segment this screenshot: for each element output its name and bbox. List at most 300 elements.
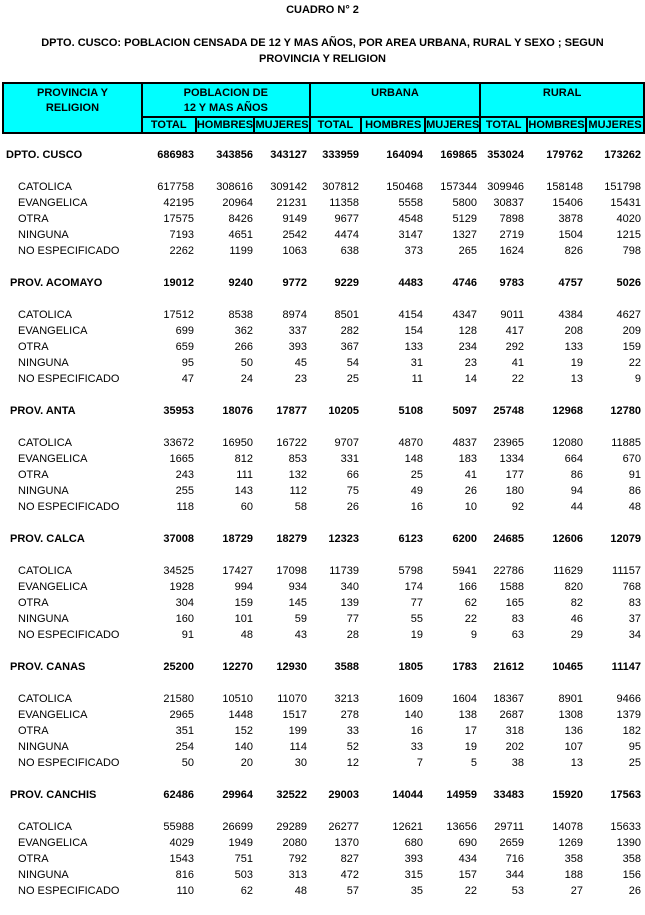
cell-value: 11358 (329, 197, 359, 209)
religion-row (2, 355, 644, 371)
cell-value: 14044 (392, 789, 423, 801)
cell-value: 8901 (558, 693, 583, 705)
row-label (2, 291, 143, 307)
cell-value: 362 (234, 325, 253, 337)
row-label: EVANGELICA (18, 453, 88, 465)
cell-value: 7193 (169, 229, 194, 241)
cell-value: 23 (464, 357, 477, 369)
cell-value: 14 (464, 373, 477, 385)
religion-row (2, 451, 644, 467)
cell-value: 95 (628, 741, 641, 753)
cell-value: 157 (458, 869, 477, 881)
cell-value: 8974 (282, 309, 307, 321)
cell-value (362, 803, 426, 819)
cell-value (256, 547, 310, 563)
cell-value (143, 291, 197, 307)
cell-value: 8426 (228, 213, 253, 225)
cell-value (143, 259, 197, 275)
cell-value: 1269 (558, 837, 583, 849)
cell-value: 4154 (398, 309, 423, 321)
cell-value: 24685 (493, 533, 524, 545)
cell-value: 86 (628, 485, 641, 497)
row-label (2, 163, 143, 179)
row-label: NO ESPECIFICADO (18, 245, 120, 257)
cell-value: 1609 (398, 693, 423, 705)
cell-value: 29711 (494, 821, 524, 833)
cell-value: 9772 (282, 277, 307, 289)
cell-value: 174 (404, 581, 423, 593)
cell-value: 46 (570, 613, 583, 625)
cell-value (362, 163, 426, 179)
cell-value: 243 (175, 469, 194, 481)
row-label: NINGUNA (18, 869, 69, 881)
cell-value: 15920 (552, 789, 583, 801)
cell-value: 12621 (392, 821, 423, 833)
cell-value: 4870 (398, 437, 423, 449)
cell-value: 35953 (163, 405, 194, 417)
cell-value (527, 547, 586, 563)
cell-value: 768 (622, 581, 641, 593)
row-label (2, 771, 143, 787)
cell-value: 26 (464, 485, 477, 497)
cell-value: 1588 (499, 581, 524, 593)
row-label: OTRA (18, 597, 49, 609)
cell-value (143, 675, 197, 691)
row-label: NINGUNA (18, 741, 69, 753)
cell-value (586, 259, 644, 275)
header-text: RELIGION (45, 102, 100, 114)
cell-value: 690 (458, 837, 477, 849)
cell-value: 9 (634, 373, 641, 385)
cell-value: 1543 (169, 853, 194, 865)
cell-value: 670 (622, 453, 641, 465)
cell-value: 353024 (487, 149, 524, 161)
cell-value: 55988 (163, 821, 194, 833)
cell-value: 83 (511, 613, 524, 625)
cell-value: 154 (404, 325, 423, 337)
cell-value: 234 (458, 341, 477, 353)
cell-value: 82 (570, 597, 583, 609)
cell-value (197, 899, 256, 915)
cell-value: 340 (340, 581, 359, 593)
row-label (2, 675, 143, 691)
cell-value: 114 (289, 741, 307, 753)
cell-value: 12080 (552, 437, 583, 449)
cell-value: 32522 (276, 789, 307, 801)
cell-value: 1379 (616, 709, 641, 721)
cell-value: 617758 (157, 181, 194, 193)
cell-value: 19 (570, 357, 583, 369)
cell-value: 798 (622, 245, 641, 257)
cell-value (197, 419, 256, 435)
cell-value: 343127 (270, 149, 307, 161)
cell-value (586, 899, 644, 915)
cell-value: 11070 (277, 693, 307, 705)
religion-row (2, 691, 644, 707)
cell-value: 148 (404, 453, 423, 465)
cell-value: 827 (340, 853, 359, 865)
cell-value (586, 163, 644, 179)
data-table (2, 147, 644, 915)
cell-value (362, 675, 426, 691)
cell-value: 2080 (282, 837, 307, 849)
cell-value: 138 (458, 709, 477, 721)
cell-value: 34525 (163, 565, 194, 577)
cell-value: 1334 (499, 453, 524, 465)
cell-value: 5026 (616, 277, 641, 289)
cell-value: 33672 (163, 437, 194, 449)
cell-value: 12079 (610, 533, 641, 545)
cell-value: 177 (505, 469, 524, 481)
cell-value: 10205 (328, 405, 359, 417)
cell-value: 160 (175, 613, 194, 625)
cell-value: 157344 (440, 181, 477, 193)
cell-value (256, 643, 310, 659)
cell-value: 23965 (493, 437, 524, 449)
row-label: NO ESPECIFICADO (18, 501, 120, 513)
cell-value: 2719 (499, 229, 524, 241)
cell-value: 92 (511, 501, 524, 513)
cell-value (143, 643, 197, 659)
cell-value: 358 (622, 853, 641, 865)
cell-value: 94 (570, 485, 583, 497)
cell-value: 17427 (222, 565, 253, 577)
cell-value: 12780 (610, 405, 641, 417)
row-label: EVANGELICA (18, 709, 88, 721)
cell-value (527, 771, 586, 787)
cell-value: 8501 (334, 309, 359, 321)
cell-value: 112 (289, 485, 307, 497)
cell-value (143, 547, 197, 563)
cell-value: 2262 (169, 245, 194, 257)
cell-value: 57 (346, 885, 359, 897)
cell-value: 44 (570, 501, 583, 513)
cell-value: 145 (288, 597, 307, 609)
cell-value: 22 (511, 373, 524, 385)
cell-value (197, 771, 256, 787)
cell-value: 165 (505, 597, 524, 609)
cell-value: 3878 (558, 213, 583, 225)
cell-value: 25 (346, 373, 359, 385)
cell-value: 5798 (398, 565, 423, 577)
cell-value: 1805 (398, 661, 423, 673)
religion-row (2, 739, 644, 755)
cell-value: 4347 (452, 309, 477, 321)
cell-value: 29003 (328, 789, 359, 801)
cell-value (143, 387, 197, 403)
row-label: CATOLICA (18, 693, 72, 705)
cell-value: 318 (505, 725, 524, 737)
cell-value (362, 291, 426, 307)
cell-value: 48 (628, 501, 641, 513)
group-total-row (2, 403, 644, 419)
cell-value (310, 419, 362, 435)
cell-value (426, 515, 480, 531)
religion-row (2, 243, 644, 259)
cell-value: 136 (564, 725, 583, 737)
cell-value: 11147 (611, 661, 641, 673)
row-label: CATOLICA (18, 181, 72, 193)
religion-row (2, 323, 644, 339)
cell-value: 5 (470, 757, 477, 769)
cell-value (586, 291, 644, 307)
cell-value: 4029 (169, 837, 194, 849)
group-total-row (2, 275, 644, 291)
cell-value: 309142 (270, 181, 307, 193)
cell-value: 209 (622, 325, 641, 337)
cell-value: 17877 (276, 405, 307, 417)
cell-value (362, 259, 426, 275)
group-total-row (2, 531, 644, 547)
cell-value (426, 163, 480, 179)
subheader-total: TOTAL (142, 117, 196, 133)
cell-value (426, 291, 480, 307)
cell-value: 816 (175, 869, 194, 881)
cell-value: 3588 (334, 661, 359, 673)
cell-value: 664 (564, 453, 583, 465)
cell-value (256, 387, 310, 403)
spacer-row (2, 643, 644, 659)
religion-row (2, 595, 644, 611)
cell-value: 8538 (228, 309, 253, 321)
row-label (2, 259, 143, 275)
row-label: EVANGELICA (18, 581, 88, 593)
religion-row (2, 371, 644, 387)
cell-value (310, 259, 362, 275)
header-rural: RURAL (480, 83, 644, 117)
cell-value: 14959 (446, 789, 477, 801)
cell-value: 434 (458, 853, 477, 865)
spacer-row (2, 419, 644, 435)
cell-value: 59 (294, 613, 307, 625)
cell-value (426, 643, 480, 659)
cell-value: 33 (410, 741, 423, 753)
cell-value: 343856 (216, 149, 253, 161)
cell-value: 11157 (612, 565, 641, 577)
cell-value: 1517 (282, 709, 307, 721)
row-label: DPTO. CUSCO (6, 149, 83, 161)
row-label: PROV. ACOMAYO (10, 277, 103, 289)
cell-value: 133 (404, 341, 423, 353)
group-total-row (2, 147, 644, 163)
row-label (2, 387, 143, 403)
religion-row (2, 435, 644, 451)
cell-value: 183 (458, 453, 477, 465)
row-label: EVANGELICA (18, 325, 88, 337)
cell-value: 503 (234, 869, 253, 881)
table-title: DPTO. CUSCO: POBLACION CENSADA DE 12 Y MAS AÑOS, POR AREA URBANA, RURAL Y SEXO ; SEGUN (41, 37, 604, 49)
cell-value: 166 (458, 581, 477, 593)
table-number: CUADRO N° 2 (286, 4, 359, 16)
cell-value (426, 259, 480, 275)
cell-value: 33483 (493, 789, 524, 801)
cell-value: 22 (464, 885, 477, 897)
cell-value: 22786 (493, 565, 524, 577)
cell-value: 820 (564, 581, 583, 593)
group-total-row (2, 787, 644, 803)
cell-value (310, 643, 362, 659)
cell-value: 128 (458, 325, 477, 337)
cell-value: 18076 (222, 405, 253, 417)
row-label (2, 803, 143, 819)
cell-value: 1504 (558, 229, 583, 241)
cell-value: 62 (464, 597, 477, 609)
cell-value: 140 (404, 709, 423, 721)
cell-value: 792 (288, 853, 307, 865)
spacer-row (2, 515, 644, 531)
religion-row (2, 723, 644, 739)
cell-value: 716 (505, 853, 524, 865)
cell-value: 17575 (163, 213, 194, 225)
cell-value (527, 675, 586, 691)
cell-value: 1783 (452, 661, 477, 673)
cell-value: 139 (340, 597, 359, 609)
cell-value: 5800 (452, 197, 477, 209)
religion-row (2, 467, 644, 483)
cell-value (143, 515, 197, 531)
cell-value: 265 (458, 245, 477, 257)
subheader-hombres: HOMBRES (527, 117, 586, 133)
cell-value: 5097 (452, 405, 477, 417)
cell-value: 11629 (553, 565, 583, 577)
cell-value: 1308 (558, 709, 583, 721)
cell-value: 18279 (276, 533, 307, 545)
cell-value: 179762 (546, 149, 583, 161)
cell-value: 140 (234, 741, 253, 753)
spacer-row (2, 899, 644, 915)
cell-value (480, 163, 527, 179)
cell-value: 4651 (228, 229, 253, 241)
cell-value: 16950 (222, 437, 253, 449)
cell-value: 367 (340, 341, 359, 353)
cell-value (310, 387, 362, 403)
cell-value: 20 (240, 757, 253, 769)
row-label: NO ESPECIFICADO (18, 629, 120, 641)
cell-value: 58 (294, 501, 307, 513)
cell-value: 12930 (276, 661, 307, 673)
cell-value: 16 (410, 725, 423, 737)
cell-value: 417 (505, 325, 524, 337)
cell-value: 17 (464, 725, 477, 737)
cell-value: 159 (622, 341, 641, 353)
cell-value: 54 (346, 357, 359, 369)
cell-value: 315 (404, 869, 423, 881)
table-title-line2: PROVINCIA Y RELIGION (259, 53, 386, 65)
cell-value: 53 (511, 885, 524, 897)
row-label: OTRA (18, 853, 49, 865)
cell-value (586, 547, 644, 563)
cell-value: 699 (175, 325, 194, 337)
religion-row (2, 195, 644, 211)
cell-value (310, 515, 362, 531)
cell-value: 15406 (552, 197, 583, 209)
cell-value (310, 675, 362, 691)
religion-row (2, 627, 644, 643)
cell-value: 1199 (229, 245, 253, 257)
cell-value (480, 675, 527, 691)
cell-value: 337 (288, 325, 307, 337)
cell-value: 199 (288, 725, 307, 737)
cell-value: 313 (288, 869, 307, 881)
cell-value (256, 291, 310, 307)
cell-value (197, 803, 256, 819)
cell-value: 21580 (163, 693, 194, 705)
cell-value: 16722 (276, 437, 307, 449)
cell-value (362, 771, 426, 787)
cell-value: 1604 (452, 693, 477, 705)
cell-value: 143 (234, 485, 253, 497)
cell-value: 75 (346, 485, 359, 497)
row-label: NINGUNA (18, 229, 69, 241)
cell-value: 164094 (386, 149, 423, 161)
cell-value: 292 (505, 341, 524, 353)
cell-value: 12 (346, 757, 359, 769)
cell-value: 5108 (398, 405, 423, 417)
cell-value: 30 (294, 757, 307, 769)
cell-value (310, 163, 362, 179)
row-label: EVANGELICA (18, 837, 88, 849)
cell-value (527, 291, 586, 307)
row-label: PROV. CALCA (10, 533, 85, 545)
cell-value (362, 899, 426, 915)
cell-value: 3213 (334, 693, 359, 705)
cell-value: 42195 (163, 197, 194, 209)
cell-value (256, 771, 310, 787)
cell-value: 2687 (499, 709, 524, 721)
row-label: NO ESPECIFICADO (18, 757, 120, 769)
cell-value (527, 643, 586, 659)
cell-value: 182 (622, 725, 641, 737)
cell-value: 159 (234, 597, 253, 609)
cell-value: 202 (505, 741, 524, 753)
cell-value (197, 291, 256, 307)
cell-value: 43 (294, 629, 307, 641)
spacer-row (2, 803, 644, 819)
cell-value: 12270 (222, 661, 253, 673)
cell-value (480, 419, 527, 435)
cell-value: 107 (564, 741, 583, 753)
cell-value (143, 803, 197, 819)
cell-value: 77 (346, 613, 359, 625)
table-header (2, 82, 645, 134)
cell-value: 12323 (328, 533, 359, 545)
cell-value: 49 (410, 485, 423, 497)
cell-value: 358 (564, 853, 583, 865)
cell-value: 351 (175, 725, 194, 737)
cell-value: 24 (240, 373, 253, 385)
cell-value: 23 (294, 373, 307, 385)
subheader-total: TOTAL (480, 117, 527, 133)
cell-value (527, 515, 586, 531)
subheader-mujeres: MUJERES (586, 117, 644, 133)
cell-value: 37 (628, 613, 641, 625)
cell-value: 307812 (322, 181, 359, 193)
cell-value: 4837 (452, 437, 477, 449)
cell-value (480, 259, 527, 275)
cell-value: 4020 (616, 213, 641, 225)
cell-value: 30837 (493, 197, 524, 209)
cell-value: 17512 (163, 309, 194, 321)
cell-value: 308616 (216, 181, 253, 193)
religion-row (2, 179, 644, 195)
row-label: NINGUNA (18, 485, 69, 497)
cell-value (197, 643, 256, 659)
cell-value: 152 (234, 725, 253, 737)
cell-value: 15431 (610, 197, 641, 209)
cell-value: 1665 (169, 453, 194, 465)
spacer-row (2, 259, 644, 275)
header-text: PROVINCIA Y (37, 87, 108, 99)
